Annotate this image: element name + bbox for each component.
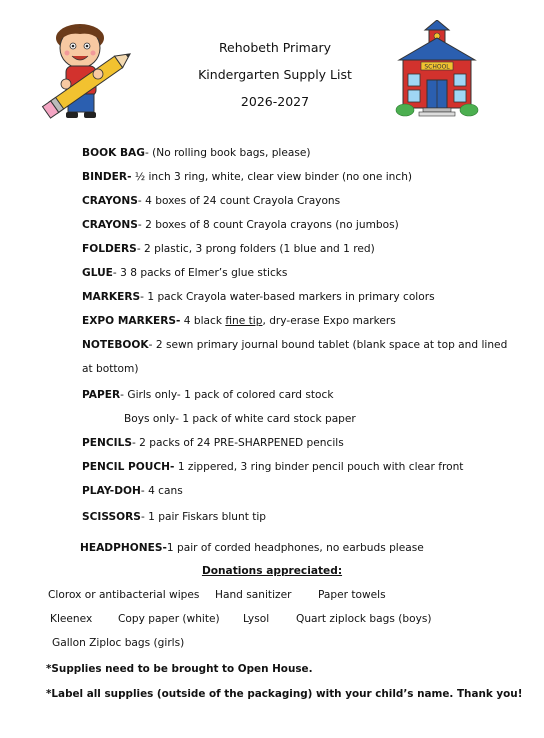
schoolhouse-icon	[395, 20, 479, 120]
donation-item: Quart ziplock bags (boys)	[296, 613, 432, 625]
school-year: 2026-2027	[240, 94, 310, 109]
donation-item: Paper towels	[318, 589, 386, 601]
supply-subitem: Boys only- 1 pack of white card stock paper	[124, 413, 356, 425]
donation-item: Clorox or antibacterial wipes	[48, 589, 200, 601]
supply-item: PAPER- Girls only- 1 pack of colored card stock	[82, 389, 334, 401]
supply-item: BOOK BAG- (No rolling book bags, please)	[82, 147, 311, 159]
donation-item: Kleenex	[50, 613, 93, 625]
supply-item: CRAYONS- 4 boxes of 24 count Crayola Crayons	[82, 195, 341, 207]
supply-item: PENCIL POUCH- 1 zippered, 3 ring binder pencil pouch with clear front	[82, 461, 464, 473]
note-label-supplies: *Label all supplies (outside of the packaging) with your child’s name. Thank you!	[46, 688, 523, 700]
svg-text:SCHOOL: SCHOOL	[424, 63, 450, 71]
page-title: Kindergarten Supply List	[198, 67, 352, 82]
note-open-house: *Supplies need to be brought to Open House.	[46, 663, 313, 675]
donation-item: Hand sanitizer	[215, 589, 292, 601]
donation-item: Copy paper (white)	[118, 613, 220, 625]
supply-item: PENCILS- 2 packs of 24 PRE-SHARPENED pencils	[82, 437, 344, 449]
supply-item: PLAY-DOH- 4 cans	[82, 485, 183, 497]
supply-item: MARKERS- 1 pack Crayola water-based markers in primary colors	[82, 291, 435, 303]
supply-item: EXPO MARKERS- 4 black fine tip, dry-erase Expo markers	[82, 315, 396, 327]
school-name: Rehobeth Primary	[218, 40, 332, 55]
supply-item: FOLDERS- 2 plastic, 3 prong folders (1 blue and 1 red)	[82, 243, 375, 255]
donations-heading: Donations appreciated:	[201, 565, 343, 577]
supply-item: SCISSORS- 1 pair Fiskars blunt tip	[82, 511, 267, 523]
supply-item: CRAYONS- 2 boxes of 8 count Crayola crayons (no jumbos)	[82, 219, 399, 231]
supply-item: NOTEBOOK- 2 sewn primary journal bound tablet (blank space at top and lined at bottom)	[82, 339, 508, 375]
supply-item: GLUE- 3 8 packs of Elmer’s glue sticks	[82, 267, 288, 279]
supply-item: BINDER- ½ inch 3 ring, white, clear view binder (no one inch)	[82, 171, 413, 183]
supply-item: HEADPHONES-1 pair of corded headphones, no earbuds please	[80, 542, 424, 554]
donation-item: Lysol	[243, 613, 270, 625]
donation-item: Gallon Ziploc bags (girls)	[52, 637, 185, 649]
boy-with-pencil-icon	[36, 18, 146, 128]
